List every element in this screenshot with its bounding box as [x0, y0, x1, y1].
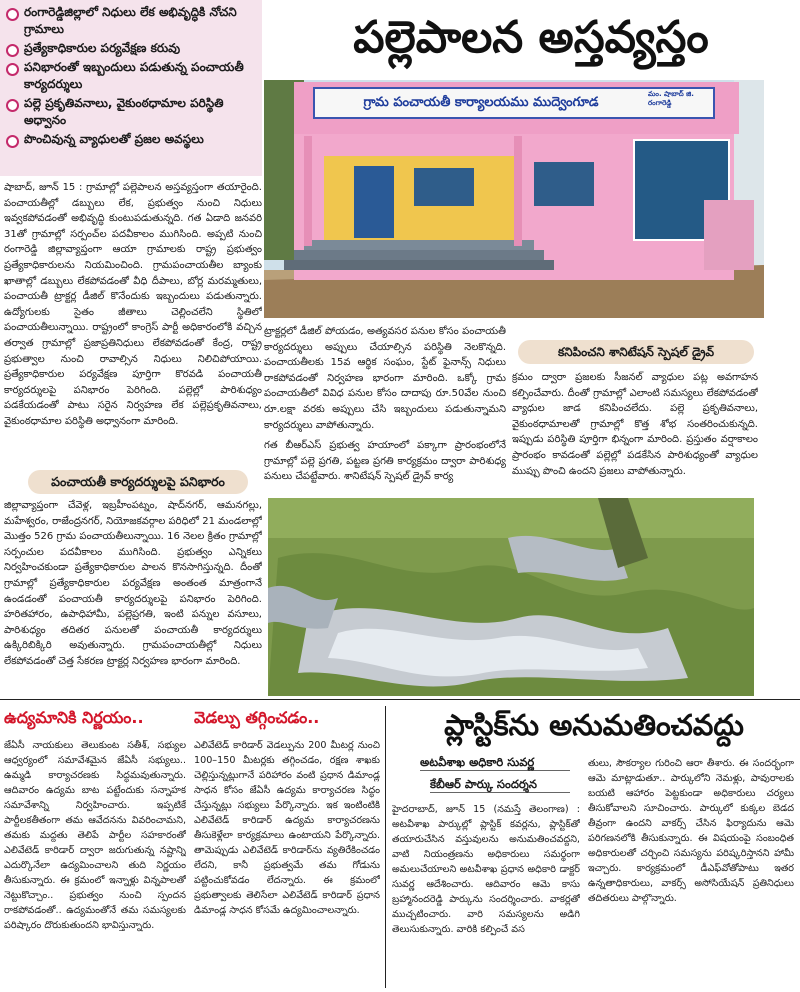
article1-col3: క్రమం ద్వారా ప్రజలకు సీజనల్ వ్యాధుల పట్ల అవగాహన కల్పించేవారు. దీంతో గ్రామాల్లో ఎలాంటి సమస్యలు లేకపోవడంతో వ్యాధుల జాడ కనిపించలేదు. పల్లె ప్రకృతివనాలు, వైకుంఠధామాలతో గ్రామాల్లో కొత్త శోభ సంతరించుకున్నది. ఇప్పుడు పరిస్థితి పూర్తిగా భిన్నంగా మారింది. ప్రస్తుతం వర్షాకాలం ప్రారంభం కావడంతో పల్లెల్లో పడకేసిన పారిశుధ్యంతో వ్యాధుల ముప్పు పొంచి ఉందని ప్రజలు వాపోతున్నారు. — [512, 372, 758, 477]
bullet-item: ప్రత్యేకాధికారుల పర్యవేక్షణ కరువు — [6, 40, 256, 57]
bullet-item: పల్లె ప్రకృతివనాలు, వైకుంఠధామాల పరిస్థితి అధ్వానం — [6, 95, 256, 129]
bullet-item: పొంచివున్న వ్యాధులతో ప్రజల అవస్థలు — [6, 131, 256, 148]
article4-col2: తులు, సౌకర్యాల గురించి ఆరా తీశారు. ఈ సందర్భంగా ఆమె మాట్లాడుతూ.. పార్కులోని నెమళ్లు, పావురాలకు బయటి ఆహారం పెట్టకుండా అధికారులు చర్యలు తీసుకోవాలని సూచించారు. పార్కులో కుక్కల బెడద తీవ్రంగా ఉందని వాకర్స్ చేసిన ఫిర్యాదును ఆమె పరిగణనలోకి తీసుకున్నారు. ఈ విషయంపై సంబంధిత అధికారులతో చర్చించి సమస్యను పరిష్కరిస్తానని హామీ ఇచ్చారు. కార్యక్రమంలో డీఎఫ్‌వోతోపాటు ఇతర ఉన్నతాధికారులు, వాకర్స్ అసోసియేషన్ ప్రతినిధులు తదితరులు పాల్గొన్నారు. — [588, 758, 794, 904]
office-sign: గ్రామ పంచాయతీ కార్యాలయము ముద్వెంగూడ — [363, 95, 599, 110]
office-sign-right: మం. షాబాద్ జి. రంగారెడ్డి — [648, 90, 694, 107]
article4-headline: ప్లాస్టిక్‌ను అనుమతించవద్దు — [444, 708, 744, 742]
article1-col1b: జిల్లావ్యాప్తంగా చేవెళ్ల, ఇబ్రహీంపట్నం, షాద్‌నగర్, ఆమనగల్లు, మహేశ్వరం, రాజేంద్రనగర్, నియోజకవర్గాల పరిధిలో 21 మండలాల్లో మొత్తం 526 గ్రామ పంచాయతీలున్నాయి. 16 నెలల క్రితం గ్రామాల్లో సర్పంచుల పదవీకాలం ముగిసింది. ప్రభుత్వం ఎన్నికలు నిర్వహించకుండా ప్రత్యేకాధికారుల పాలన కొనసాగిస్తున్నది. దీంతో గ్రామాల్లో ప్రత్యేకాధికారుల పర్యవేక్షణ అంతంత మాత్రంగానే ఉండడంతో పంచాయతీ కార్యదర్శులపై పనిభారం పెరిగింది. హరితహారం, ఉపాధిహామీ, పల్లెప్రగతి, ఇంటి పన్నుల వసూలు, పారిశుధ్యం తదితర పనులతో పంచాయతీ కార్యదర్శులు ఉక్కిరిబిక్కిరి అవుతున్నారు. గ్రామపంచాయతీల్లో నిధులు లేకపోవడంతో చెత్త సేకరణ ట్రాక్టర్ల నిర్వహణ భారంగా మారింది. — [4, 500, 262, 667]
bullet-icon — [6, 135, 19, 148]
bullet-icon — [6, 99, 19, 112]
article1-col2: ట్రాక్టర్లలో డీజిల్ పోయడం, అత్యవసర పనుల కోసం పంచాయతీ కార్యదర్శులు అప్పులు చేయాల్సిన పరిస్థితి నెలకొన్నది. పంచాయతీలకు 15వ ఆర్థిక సంఘం, స్టేట్ ఫైనాన్స్ నిధులు రాకపోవడంతో నిర్వహణ భారంగా మారింది. ఒక్కో గ్రామ పంచాయతీలో వివిధ పనుల కోసం దాదాపు రూ.50వేల నుంచి రూ.లక్షా వరకు అప్పులు చేసి ఇబ్బందులు పడుతున్నామని కార్యదర్శులు వాపోతున్నారు. — [264, 326, 506, 431]
bullet-icon — [6, 63, 19, 76]
bullet-icon — [6, 44, 19, 57]
subheading-secretary-workload: పంచాయతీ కార్యదర్శులపై పనిభారం — [28, 470, 248, 494]
stagnant-water-image — [268, 498, 754, 696]
subheading-sanitation-drive: కనిపించని శానిటేషన్ స్పెషల్ డ్రైవ్ — [518, 340, 754, 364]
main-headline: పల్లెపాలన అస్తవ్యస్తం — [353, 12, 709, 63]
article4-sub2: కేబీఆర్ పార్కు సందర్శన — [430, 776, 570, 793]
article2-headline: ఉద్యమానికి నిర్ణయం.. — [4, 708, 144, 727]
article4-sub1: అటవీశాఖ అధికారి సువర్ణ — [420, 754, 570, 771]
stagnant-water-photo — [268, 498, 754, 696]
section-divider — [0, 699, 800, 700]
bullet-icon — [6, 8, 19, 21]
summary-bullets — [0, 0, 262, 176]
article4-col1: హైదరాబాద్, జూన్ 15 (నమస్తే తెలంగాణ) : అటవీశాఖ పార్కుల్లో ప్లాస్టిక్ కవర్లను, ప్లాస్టిక్‌తో తయారుచేసిన వస్తువులను అనుమతించవద్దని, వాటి నియంత్రణను అధికారులు సమర్థంగా అమలుచేయాలని అటవీశాఖ ప్రధాన అధికారి డాక్టర్ సువర్ణ ఆదేశించారు. ఆదివారం ఆమె కాసు బ్రహ్మానందరెడ్డి పార్కును సందర్శించారు. వాకర్లతో ముచ్చటించారు. వారి సమస్యలను అడిగి తెలుసుకున్నారు. వారికి కల్పించే వస — [392, 804, 580, 935]
bullet-item: పనిభారంతో ఇబ్బందులు పడుతున్న పంచాయతీ కార్యదర్శులు — [6, 59, 256, 93]
column-divider — [385, 706, 386, 988]
panchayat-office-photo — [264, 80, 764, 318]
article1-col2b: గత బీఆర్ఎస్ ప్రభుత్వ హయాంలో పక్కాగా ప్రారంభంలోనే గ్రామాల్లో పల్లె ప్రగతి, పట్టణ ప్రగతి కార్యక్రమం ద్వారా పారిశుధ్య పనులు చేపట్టేవారు. శానిటేషన్ స్పెషల్ డ్రైవ్ కార్య — [264, 440, 506, 483]
article2-body: జేఏసీ నాయకులు తెలుకుంట సతీశ్, సభ్యుల ఆధ్వర్యంలో సమావేశమైన జేఏసీ సభ్యులు.. ఉమ్మడి కార్యాచరణకు సిద్ధమవుతున్నారు. ఆదివారం ఉద్యమ బాట పట్టేందుకు సన్నాహక సమావేశాన్ని నిర్వహించారు. ఇప్పటికే పార్టీలకతీతంగా తమ ఆవేదనను వివరించామని, తమకు మద్దతు తెలిపే పార్టీల సహకారంతో ఎలివేటెడ్ కారిడార్ ద్వారా జరుగుతున్న నష్టాన్ని ఎదుర్కొనేలా ఉద్యమించాలని తుది నిర్ణయం తీసుకున్నారు. ఈ క్రమంలో ఇన్నాళ్లు విన్నపాలతో నెట్టుకొచ్చాం.. ప్రభుత్వం నుంచి స్పందన రాకపోవడంతో.. ఉద్యమంతోనే తమ సమస్యలకు పరిష్కారం దొరుకుతుందని భావిస్తున్నారు. — [4, 740, 186, 931]
article3-headline: వెడల్పు తగ్గించడం.. — [194, 708, 320, 727]
article3-body: ఎలివేటెడ్ కారిడార్ వెడల్పును 200 మీటర్ల నుంచి 100–150 మీటర్లకు తగ్గించడం, రక్షణ శాఖకు చెల్లిస్తున్నట్లుగానే పరిహారం వంటి ప్రధాన డిమాండ్ల సాధన కోసం జేఏసీ ఉద్యమ కార్యాచరణ సిద్ధం చేస్తున్నట్లు సభ్యులు పేర్కొన్నారు. ఇక ఇంటింటికి ఎలివేటెడ్ కారిడార్ ఉద్యమ కార్యాచరణను తీసుకెళ్లేలా కార్యక్రమాలు ఉంటాయని పేర్కొన్నారు. తామెప్పుడు ఎలివేటెడ్ కారిడార్‌ను వ్యతిరేకించడం లేదని, కానీ ప్రభుత్వమే తమ గోడును పట్టించుకోవడం లేదన్నారు. ఈ క్రమంలో ప్రభుత్వాలకు తెలిసేలా ఎలివేటెడ్ కారిడార్ ప్రధాన డిమాండ్ల సాధన కోసమే ఉద్యమించాలన్నారు. — [194, 740, 380, 916]
bullet-item: రంగారెడ్డిజిల్లాలో నిధులు లేక అభివృద్ధికి నోచని గ్రామాలు — [6, 4, 256, 38]
article1-col1: షాబాద్, జూన్ 15 : గ్రామాల్లో పల్లెపాలన అస్తవ్యస్తంగా తయారైంది. పంచాయతీల్లో డబ్బులు లేక, ప్రభుత్వం నుంచి నిధులు ఇవ్వకపోవడంతో అభివృద్ధి కుంటుపడుతున్నది. గత ఏడాది జనవరి 31తో గ్రామాల్లో సర్పంచ్‌ల పదవీకాలం ముగిసింది. అప్పటి నుంచి రంగారెడ్డి జిల్లావ్యాప్తంగా ఆయా గ్రామాలకు రాష్ట్ర ప్రభుత్వం ప్రత్యేకాధికారులను నియమించింది. గ్రామపంచాయతీల బ్యాంకు ఖాతాల్లో డబ్బులు లేకపోవడంతో వీధి దీపాలు, బోర్ల మరమ్మతులు, పంచాయతీ ట్రాక్టర్ల డీజిల్ కొనేందుకు ఇబ్బందులు పడుతున్నారు. ఉద్యోగులకు సైతం జీతాలు చెల్లించలేని స్థితిలో పంచాయతీలున్నాయి. రాష్ట్రంలో కాంగ్రెస్ పార్టీ అధికారంలోకి వచ్చిన తర్వాత గ్రామాల్లో ప్రజాప్రతినిధులు లేకపోవడంతో కేంద్ర, రాష్ట్ర ప్రభుత్వాల నుంచి రావాల్సిన నిధులు నిలిచిపోయాయి. ప్రత్యేకాధికారుల పర్యవేక్షణ పూర్తిగా కొరవడి పంచాయతీ కార్యదర్శులపై పనిభారం పెరిగింది. పల్లెల్లో పారిశుధ్యం పడకేయడంతో పాటు సరైన నిర్వహణ లేక పల్లెప్రకృతివనాలు, వైకుంఠధామాల పరిస్థితి అధ్వానంగా మారింది. — [4, 182, 262, 427]
